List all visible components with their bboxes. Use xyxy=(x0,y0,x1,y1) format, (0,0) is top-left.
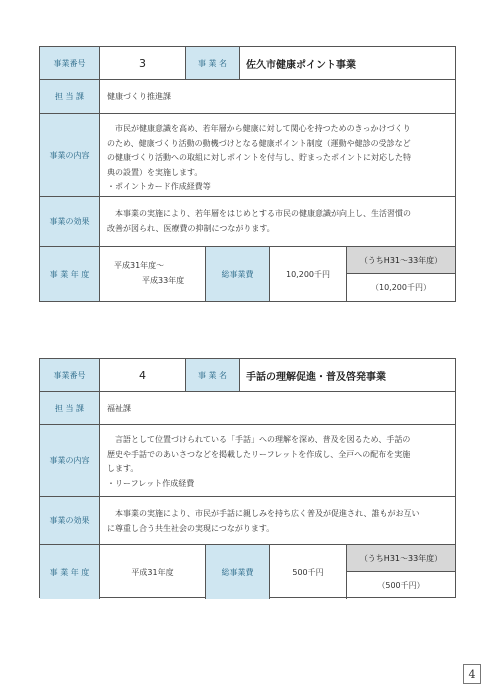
number-label: 事業番号 xyxy=(40,47,100,79)
dept-row xyxy=(40,80,455,114)
page-number: 4 xyxy=(463,664,481,684)
number-label: 事業番号 xyxy=(40,359,100,391)
effect-text xyxy=(100,497,455,544)
year-label: 事 業 年 度 xyxy=(40,247,100,301)
cost-value: 500千円 xyxy=(270,545,347,599)
sub-cost-cell xyxy=(347,545,455,599)
cost-value: 10,200千円 xyxy=(270,247,347,301)
sub-cost-cell xyxy=(347,247,455,301)
year-label: 事 業 年 度 xyxy=(40,545,100,599)
name-label: 事 業 名 xyxy=(186,47,240,79)
effect-row xyxy=(40,497,455,545)
content-label: 事業の内容 xyxy=(40,114,100,196)
content-text xyxy=(100,114,455,196)
name-label: 事 業 名 xyxy=(186,359,240,391)
year-start: 平成31年度～ xyxy=(114,261,165,270)
project-name: 手話の理解促進・普及啓発事業 xyxy=(246,371,386,383)
effect-line: 本事業の実施により、若年層をはじめとする市民の健康意識が向上し、生活習慣の xyxy=(115,209,411,218)
content-line: します。 xyxy=(107,464,139,473)
year-single: 平成31年度 xyxy=(131,567,174,577)
content-line: のため、健康づくり活動の動機づけとなる健康ポイント制度（運動や健診の受診など xyxy=(107,138,411,148)
project-number: 4 xyxy=(100,359,186,391)
sub-cost-label: （うちH31～33年度） xyxy=(347,545,455,572)
content-bullet: ・ポイントカード作成経費等 xyxy=(107,182,211,191)
dept-label: 担 当 課 xyxy=(40,392,100,424)
content-label: 事業の内容 xyxy=(40,425,100,496)
year-row xyxy=(40,545,455,599)
year-end: 平成33年度 xyxy=(142,276,185,285)
effect-line: 改善が図られ、医療費の抑制につながります。 xyxy=(107,223,275,233)
sub-cost-value: （500千円） xyxy=(377,581,425,590)
project-name: 佐久市健康ポイント事業 xyxy=(246,59,356,71)
content-line: 典の設置）を実施します。 xyxy=(107,167,203,177)
content-row xyxy=(40,114,455,197)
effect-label: 事業の効果 xyxy=(40,497,100,544)
project-card-3 xyxy=(39,46,456,302)
effect-line: 本事業の実施により、市民が手話に親しみを持ち広く普及が促進され、誰もがお互い xyxy=(115,509,420,518)
project-card-4 xyxy=(39,358,456,598)
dept-value: 健康づくり推進課 xyxy=(107,92,171,101)
cost-label: 総事業費 xyxy=(206,545,270,599)
dept-value: 福祉課 xyxy=(107,403,131,413)
header-row xyxy=(40,359,455,392)
year-row xyxy=(40,247,455,301)
effect-label: 事業の効果 xyxy=(40,197,100,246)
year-range xyxy=(100,545,206,599)
dept-label: 担 当 課 xyxy=(40,80,100,113)
content-bullet: ・リーフレット作成経費 xyxy=(107,478,195,488)
content-line: の健康づくり活動への取組に対しポイントを付与し、貯まったポイントに対応した特 xyxy=(107,153,411,162)
effect-row xyxy=(40,197,455,247)
content-line: 言語として位置づけられている「手話」への理解を深め、普及を図るため、手話の xyxy=(115,435,411,444)
cost-label: 総事業費 xyxy=(206,247,270,301)
year-range xyxy=(100,247,206,301)
content-line: 歴史や手話でのあいさつなどを掲載したリーフレットを作成し、全戸への配布を実施 xyxy=(107,449,411,459)
sub-cost-label: （うちH31～33年度） xyxy=(347,247,455,274)
project-number: 3 xyxy=(100,47,186,79)
effect-line: に尊重し合う共生社会の実現につながります。 xyxy=(107,523,275,533)
content-text xyxy=(100,425,455,496)
content-row xyxy=(40,425,455,497)
dept-row xyxy=(40,392,455,425)
header-row xyxy=(40,47,455,80)
sub-cost-value: （10,200千円） xyxy=(371,283,431,292)
effect-text xyxy=(100,197,455,246)
content-line: 市民が健康意識を高め、若年層から健康に対して関心を持つためのきっかけづくり xyxy=(115,124,411,133)
